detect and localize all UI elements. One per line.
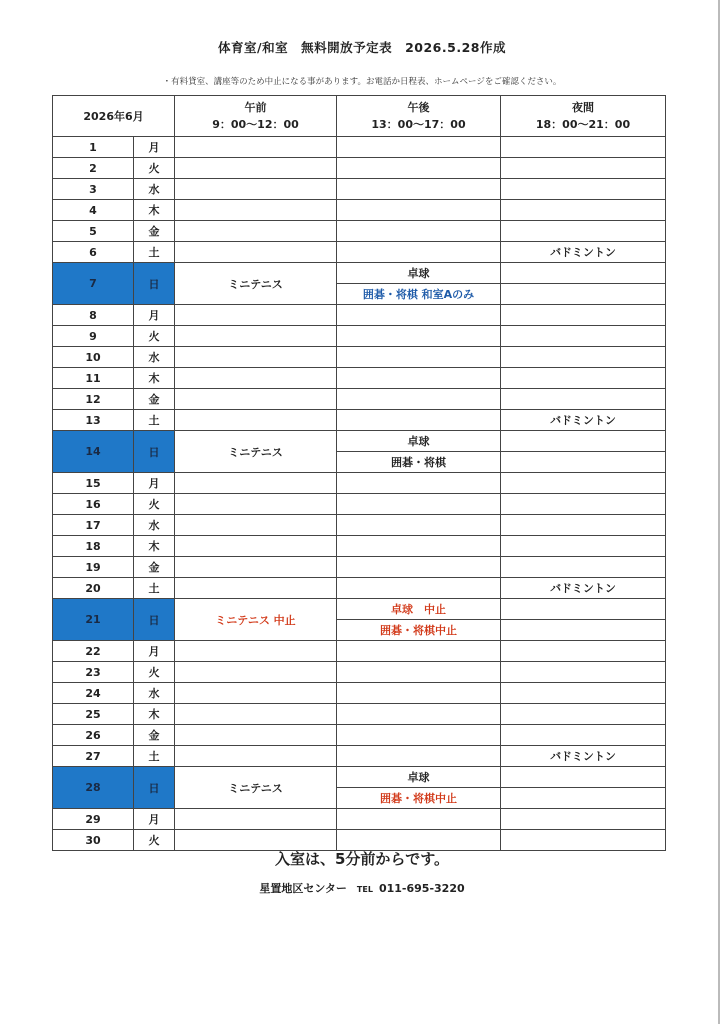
afternoon-cell <box>337 179 501 200</box>
schedule-table <box>52 95 666 851</box>
table-row <box>53 221 666 242</box>
day-number: 21 <box>53 599 134 641</box>
table-row <box>53 683 666 704</box>
evening-activity <box>501 137 666 158</box>
afternoon-cell <box>337 137 501 158</box>
day-number: 16 <box>53 494 134 515</box>
morning-cell <box>175 662 337 683</box>
day-number: 29 <box>53 809 134 830</box>
morning-cell <box>175 347 337 368</box>
morning-cell <box>175 410 337 431</box>
afternoon-cell <box>337 305 501 326</box>
month-header: 2026年6月 <box>53 96 175 137</box>
evening-cell <box>501 431 666 452</box>
evening-activity: バドミントン <box>501 410 666 431</box>
table-row <box>53 746 666 767</box>
day-number: 6 <box>53 242 134 263</box>
table-row <box>53 704 666 725</box>
page-title: 体育室/和室 無料開放予定表 2026.5.28作成 <box>218 40 506 55</box>
page-edge-line <box>718 0 720 1024</box>
afternoon-cell <box>337 473 501 494</box>
weekday: 木 <box>134 200 175 221</box>
morning-cell <box>175 557 337 578</box>
evening-activity <box>501 368 666 389</box>
afternoon-activity-2: 囲碁・将棋中止 <box>337 620 501 641</box>
weekday: 月 <box>134 641 175 662</box>
slot-name: 夜間 <box>572 101 594 114</box>
table-row <box>53 200 666 221</box>
table-row <box>53 515 666 536</box>
weekday: 月 <box>134 809 175 830</box>
morning-cell <box>175 704 337 725</box>
evening-activity <box>501 179 666 200</box>
evening-activity <box>501 158 666 179</box>
weekday: 火 <box>134 830 175 851</box>
morning-cell <box>175 305 337 326</box>
morning-cell <box>175 725 337 746</box>
afternoon-activity-1: 卓球 <box>337 431 501 452</box>
afternoon-cell <box>337 557 501 578</box>
weekday: 月 <box>134 305 175 326</box>
evening-activity <box>501 326 666 347</box>
weekday: 水 <box>134 515 175 536</box>
afternoon-cell <box>337 683 501 704</box>
evening-activity <box>501 473 666 494</box>
day-number: 9 <box>53 326 134 347</box>
morning-cell <box>175 200 337 221</box>
afternoon-cell <box>337 200 501 221</box>
morning-cell <box>175 536 337 557</box>
day-number: 4 <box>53 200 134 221</box>
day-number: 24 <box>53 683 134 704</box>
afternoon-cell <box>337 242 501 263</box>
table-row <box>53 662 666 683</box>
table-row-sunday <box>53 263 666 284</box>
weekday: 火 <box>134 662 175 683</box>
table-row <box>53 725 666 746</box>
morning-cell <box>175 389 337 410</box>
slot-time: 9：00～12：00 <box>212 118 299 131</box>
day-number: 15 <box>53 473 134 494</box>
table-row-sunday <box>53 767 666 788</box>
evening-activity <box>501 200 666 221</box>
day-number: 2 <box>53 158 134 179</box>
weekday: 金 <box>134 221 175 242</box>
afternoon-activity-2: 囲碁・将棋中止 <box>337 788 501 809</box>
afternoon-cell <box>337 578 501 599</box>
contact-line <box>0 880 724 896</box>
morning-cell <box>175 515 337 536</box>
day-number: 1 <box>53 137 134 158</box>
evening-activity <box>501 725 666 746</box>
weekday: 月 <box>134 473 175 494</box>
weekday: 土 <box>134 578 175 599</box>
day-number: 19 <box>53 557 134 578</box>
morning-cell <box>175 494 337 515</box>
table-row <box>53 578 666 599</box>
evening-activity <box>501 641 666 662</box>
morning-activity: ミニテニス <box>175 767 337 809</box>
day-number: 10 <box>53 347 134 368</box>
day-number: 20 <box>53 578 134 599</box>
evening-activity: バドミントン <box>501 746 666 767</box>
table-row <box>53 158 666 179</box>
table-row <box>53 557 666 578</box>
weekday: 水 <box>134 347 175 368</box>
table-row <box>53 389 666 410</box>
evening-activity <box>501 662 666 683</box>
evening-cell <box>501 620 666 641</box>
evening-activity: バドミントン <box>501 578 666 599</box>
afternoon-cell <box>337 158 501 179</box>
morning-cell <box>175 368 337 389</box>
table-row <box>53 326 666 347</box>
table-row <box>53 473 666 494</box>
morning-activity: ミニテニス <box>175 431 337 473</box>
weekday: 火 <box>134 326 175 347</box>
evening-cell <box>501 284 666 305</box>
table-row-sunday <box>53 431 666 452</box>
evening-cell <box>501 452 666 473</box>
weekday: 土 <box>134 410 175 431</box>
notice-text: ・有料貸室、講座等のため中止になる事があります。お電話か日程表、ホームページをご確認ください。 <box>162 77 562 87</box>
day-number: 5 <box>53 221 134 242</box>
table-row <box>53 641 666 662</box>
afternoon-cell <box>337 410 501 431</box>
morning-cell <box>175 179 337 200</box>
afternoon-activity-2: 囲碁・将棋 <box>337 452 501 473</box>
evening-activity <box>501 683 666 704</box>
weekday: 土 <box>134 746 175 767</box>
entry-note: 入室は、5分前からです。 <box>274 850 450 868</box>
morning-cell <box>175 578 337 599</box>
morning-activity: ミニテニス 中止 <box>175 599 337 641</box>
center-name: 星置地区センター <box>259 882 347 895</box>
evening-activity <box>501 515 666 536</box>
afternoon-cell <box>337 368 501 389</box>
day-number: 22 <box>53 641 134 662</box>
weekday: 木 <box>134 704 175 725</box>
afternoon-cell <box>337 347 501 368</box>
evening-activity <box>501 305 666 326</box>
afternoon-cell <box>337 662 501 683</box>
afternoon-activity-1: 卓球 <box>337 263 501 284</box>
weekday: 木 <box>134 368 175 389</box>
morning-cell <box>175 809 337 830</box>
morning-cell <box>175 158 337 179</box>
slot-name: 午前 <box>244 101 267 114</box>
morning-activity: ミニテニス <box>175 263 337 305</box>
day-number: 18 <box>53 536 134 557</box>
afternoon-activity-2: 囲碁・将棋 和室Aのみ <box>337 284 501 305</box>
weekday: 金 <box>134 557 175 578</box>
afternoon-cell <box>337 704 501 725</box>
day-number: 26 <box>53 725 134 746</box>
afternoon-cell <box>337 221 501 242</box>
weekday: 火 <box>134 494 175 515</box>
table-row <box>53 809 666 830</box>
table-row-sunday <box>53 599 666 620</box>
evening-cell <box>501 767 666 788</box>
table-row <box>53 410 666 431</box>
evening-activity <box>501 389 666 410</box>
weekday: 土 <box>134 242 175 263</box>
morning-cell <box>175 473 337 494</box>
evening-activity <box>501 809 666 830</box>
slot-time: 18：00～21：00 <box>535 118 631 131</box>
slot-header-morning <box>175 96 337 137</box>
slot-time: 13：00～17：00 <box>371 118 466 131</box>
afternoon-cell <box>337 515 501 536</box>
weekday: 日 <box>134 431 175 473</box>
evening-cell <box>501 263 666 284</box>
day-number: 25 <box>53 704 134 725</box>
table-row <box>53 536 666 557</box>
weekday: 月 <box>134 137 175 158</box>
slot-header-evening <box>501 96 666 137</box>
afternoon-activity-1: 卓球 <box>337 767 501 788</box>
weekday: 金 <box>134 389 175 410</box>
morning-cell <box>175 683 337 704</box>
weekday: 日 <box>134 263 175 305</box>
afternoon-cell <box>337 725 501 746</box>
day-number: 28 <box>53 767 134 809</box>
weekday: 日 <box>134 599 175 641</box>
day-number: 27 <box>53 746 134 767</box>
day-number: 30 <box>53 830 134 851</box>
afternoon-activity-1: 卓球 中止 <box>337 599 501 620</box>
day-number: 3 <box>53 179 134 200</box>
table-row <box>53 305 666 326</box>
evening-activity <box>501 347 666 368</box>
table-row <box>53 494 666 515</box>
weekday: 木 <box>134 536 175 557</box>
morning-cell <box>175 137 337 158</box>
evening-activity: バドミントン <box>501 242 666 263</box>
day-number: 13 <box>53 410 134 431</box>
weekday: 日 <box>134 767 175 809</box>
afternoon-cell <box>337 809 501 830</box>
schedule-body <box>53 137 666 851</box>
afternoon-cell <box>337 746 501 767</box>
afternoon-cell <box>337 389 501 410</box>
morning-cell <box>175 221 337 242</box>
afternoon-cell <box>337 641 501 662</box>
weekday: 水 <box>134 683 175 704</box>
evening-activity <box>501 704 666 725</box>
evening-activity <box>501 557 666 578</box>
day-number: 7 <box>53 263 134 305</box>
morning-cell <box>175 641 337 662</box>
slot-header-afternoon <box>337 96 501 137</box>
table-row <box>53 347 666 368</box>
afternoon-cell <box>337 494 501 515</box>
table-row <box>53 368 666 389</box>
table-row <box>53 137 666 158</box>
morning-cell <box>175 242 337 263</box>
table-row <box>53 179 666 200</box>
weekday: 金 <box>134 725 175 746</box>
table-row <box>53 242 666 263</box>
evening-activity <box>501 221 666 242</box>
day-number: 23 <box>53 662 134 683</box>
day-number: 14 <box>53 431 134 473</box>
tel-mark: TEL <box>356 885 373 894</box>
day-number: 12 <box>53 389 134 410</box>
slot-name: 午後 <box>407 101 430 114</box>
phone-number: 011-695-3220 <box>378 882 465 895</box>
afternoon-cell <box>337 536 501 557</box>
weekday: 水 <box>134 179 175 200</box>
day-number: 11 <box>53 368 134 389</box>
morning-cell <box>175 746 337 767</box>
evening-activity <box>501 536 666 557</box>
morning-cell <box>175 326 337 347</box>
day-number: 17 <box>53 515 134 536</box>
weekday: 火 <box>134 158 175 179</box>
evening-activity <box>501 494 666 515</box>
evening-cell <box>501 599 666 620</box>
evening-cell <box>501 788 666 809</box>
day-number: 8 <box>53 305 134 326</box>
afternoon-cell <box>337 326 501 347</box>
